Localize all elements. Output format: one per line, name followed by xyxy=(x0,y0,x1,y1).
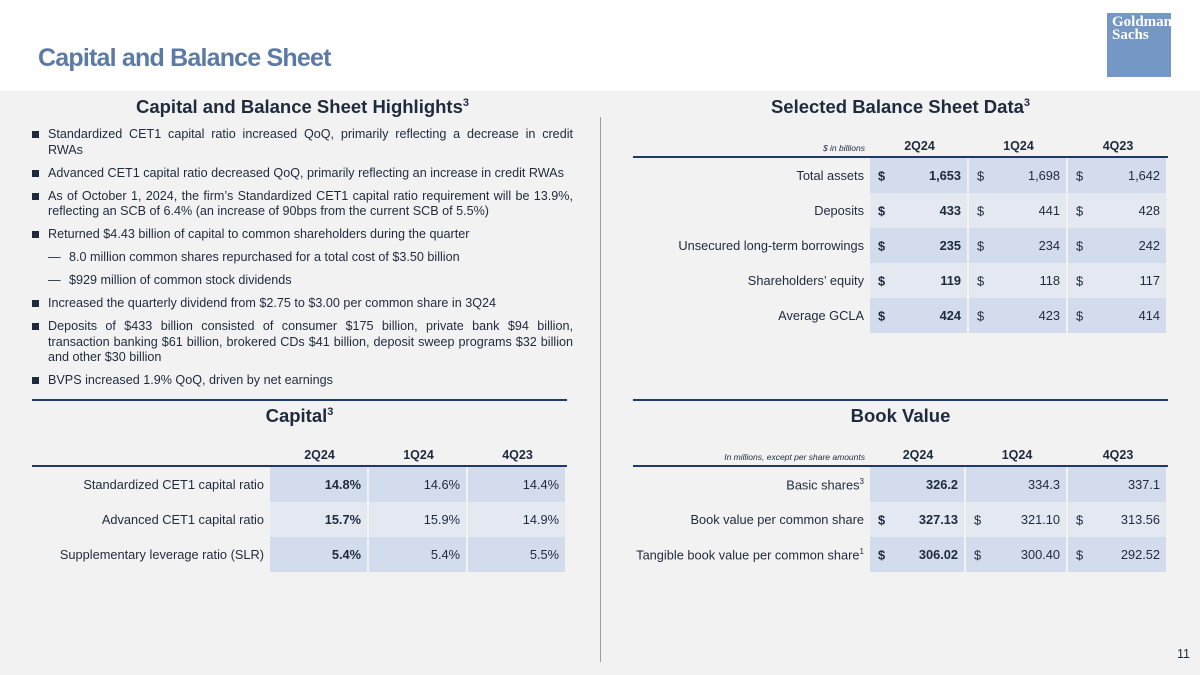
value-text: 1,642 xyxy=(1127,168,1160,183)
currency-symbol: $ xyxy=(878,203,886,218)
column-header: 2Q24 xyxy=(870,136,969,158)
value-text: 292.52 xyxy=(1120,547,1160,562)
table-row xyxy=(633,537,1168,572)
column-header: 1Q24 xyxy=(966,445,1068,467)
value-cell xyxy=(966,537,1068,572)
row-label xyxy=(633,158,870,193)
value-text: 14.4% xyxy=(522,477,559,492)
footnote-marker: 3 xyxy=(859,476,864,486)
value-cell xyxy=(969,193,1068,228)
value-cell xyxy=(1068,298,1168,333)
row-label xyxy=(633,228,870,263)
currency-symbol: $ xyxy=(1076,238,1084,253)
value-text: 234 xyxy=(1038,238,1060,253)
value-cell xyxy=(468,537,567,572)
value-text: 326.2 xyxy=(925,477,958,492)
value-text: 433 xyxy=(939,203,961,218)
column-header: 2Q24 xyxy=(270,445,369,467)
value-cell xyxy=(369,467,468,502)
highlight-bullet: Returned $4.43 billion of capital to common shareholders during the quarter xyxy=(32,227,573,243)
value-text: 321.10 xyxy=(1020,512,1060,527)
column-header: 4Q23 xyxy=(1068,136,1168,158)
value-cell xyxy=(870,193,969,228)
value-text: 242 xyxy=(1138,238,1160,253)
currency-symbol: $ xyxy=(977,203,985,218)
value-cell xyxy=(1068,467,1168,502)
table-row xyxy=(633,158,1168,193)
row-label xyxy=(633,467,870,502)
currency-symbol: $ xyxy=(1076,512,1084,527)
table-row xyxy=(633,298,1168,333)
row-label xyxy=(633,537,870,572)
value-text: 14.9% xyxy=(522,512,559,527)
value-text: 15.7% xyxy=(324,512,361,527)
value-cell xyxy=(966,502,1068,537)
value-text: 327.13 xyxy=(918,512,958,527)
value-text: 424 xyxy=(939,308,961,323)
row-label-text: Shareholders’ equity xyxy=(747,273,864,288)
value-cell xyxy=(369,537,468,572)
value-text: 14.8% xyxy=(324,477,361,492)
column-header: 4Q23 xyxy=(1068,445,1168,467)
highlight-subitem: — $929 million of common stock dividends xyxy=(32,273,573,289)
row-label-text: Total assets xyxy=(796,168,864,183)
value-text: 5.4% xyxy=(430,547,460,562)
table-row xyxy=(633,467,1168,502)
value-text: 300.40 xyxy=(1020,547,1060,562)
currency-symbol: $ xyxy=(977,238,985,253)
column-header: 1Q24 xyxy=(369,445,468,467)
value-cell xyxy=(969,298,1068,333)
highlight-bullet: Increased the quarterly dividend from $2.75 to $3.00 per common share in 3Q24 xyxy=(32,296,573,312)
value-cell xyxy=(1068,158,1168,193)
value-text: 235 xyxy=(939,238,961,253)
highlight-bullet: Advanced CET1 capital ratio decreased QoQ, primarily reflecting an increase in credit RWAs xyxy=(32,166,573,182)
currency-symbol: $ xyxy=(878,308,886,323)
value-cell xyxy=(969,158,1068,193)
logo-line-2: Sachs xyxy=(1112,27,1149,43)
currency-symbol: $ xyxy=(974,547,982,562)
book-value-title: Book Value xyxy=(850,405,951,426)
value-text: 1,653 xyxy=(928,168,961,183)
highlights-title: Capital and Balance Sheet Highlights$^3$ xyxy=(135,96,470,117)
value-cell xyxy=(270,537,369,572)
balance-sheet-title: Selected Balance Sheet Data$^3$ xyxy=(770,96,1031,117)
value-text: 5.5% xyxy=(529,547,559,562)
table-row xyxy=(633,502,1168,537)
footnote-marker: 1 xyxy=(859,546,864,556)
value-cell xyxy=(468,502,567,537)
currency-symbol: $ xyxy=(1076,203,1084,218)
value-text: 5.4% xyxy=(331,547,361,562)
goldman-sachs-logo xyxy=(1107,13,1171,77)
currency-symbol: $ xyxy=(1076,273,1084,288)
table-row xyxy=(32,502,567,537)
value-cell xyxy=(969,228,1068,263)
value-cell xyxy=(870,263,969,298)
logo-line-1: Goldman xyxy=(1112,14,1173,30)
row-label-text: Book value per common share xyxy=(690,512,864,527)
balance-sheet-table xyxy=(633,136,1168,333)
value-text: 423 xyxy=(1038,308,1060,323)
book-value-top-rule xyxy=(633,399,1168,401)
value-cell xyxy=(870,228,969,263)
column-header: 4Q23 xyxy=(468,445,567,467)
row-label xyxy=(633,263,870,298)
currency-symbol: $ xyxy=(1076,547,1084,562)
row-label xyxy=(32,502,270,537)
highlights-list xyxy=(32,127,573,396)
unit-label-header: $ in billions xyxy=(633,136,870,158)
value-text: 15.9% xyxy=(423,512,460,527)
value-cell xyxy=(870,502,966,537)
row-label-text: Basic shares xyxy=(786,477,860,493)
unit-label-header: In millions, except per share amounts xyxy=(633,445,870,467)
value-text: 1,698 xyxy=(1027,168,1060,183)
row-label-text: Standardized CET1 capital ratio xyxy=(83,477,264,492)
row-label xyxy=(32,537,270,572)
highlight-bullet: Standardized CET1 capital ratio increased QoQ, primarily reflecting a decrease in credit RWAs xyxy=(32,127,573,158)
unit-label-header xyxy=(32,445,270,467)
currency-symbol: $ xyxy=(977,308,985,323)
value-text: 313.56 xyxy=(1120,512,1160,527)
table-row xyxy=(633,193,1168,228)
value-text: 337.1 xyxy=(1127,477,1160,492)
value-text: 118 xyxy=(1039,273,1060,288)
value-cell xyxy=(870,298,969,333)
value-text: 334.3 xyxy=(1027,477,1060,492)
page-title: Capital and Balance Sheet xyxy=(38,44,331,72)
row-label xyxy=(633,502,870,537)
table-row xyxy=(633,263,1168,298)
row-label-text: Tangible book value per common share xyxy=(636,547,860,563)
column-header: 1Q24 xyxy=(969,136,1068,158)
row-label-text: Supplementary leverage ratio (SLR) xyxy=(59,547,264,562)
value-cell xyxy=(468,467,567,502)
value-text: 414 xyxy=(1138,308,1160,323)
currency-symbol: $ xyxy=(878,273,886,288)
vertical-divider xyxy=(600,117,601,662)
currency-symbol: $ xyxy=(977,273,985,288)
value-cell xyxy=(1068,228,1168,263)
currency-symbol: $ xyxy=(878,168,886,183)
table-row xyxy=(633,228,1168,263)
currency-symbol: $ xyxy=(1076,308,1084,323)
currency-symbol: $ xyxy=(977,168,985,183)
highlight-bullet: Deposits of $433 billion consisted of consumer $175 billion, private bank $94 billion, transaction banking $61 billion, brokered CDs $41 billion, deposit sweep programs $32 billion and other $30 billion xyxy=(32,319,573,366)
capital-table xyxy=(32,445,567,572)
highlight-bullet: BVPS increased 1.9% QoQ, driven by net earnings xyxy=(32,373,573,389)
value-cell xyxy=(969,263,1068,298)
value-cell xyxy=(870,537,966,572)
value-cell xyxy=(1068,193,1168,228)
currency-symbol: $ xyxy=(878,238,886,253)
value-text: 306.02 xyxy=(918,547,958,562)
value-cell xyxy=(1068,537,1168,572)
value-cell xyxy=(270,502,369,537)
highlight-subitem: — 8.0 million common shares repurchased for a total cost of $3.50 billion xyxy=(32,250,573,266)
value-cell xyxy=(870,467,966,502)
row-label xyxy=(32,467,270,502)
row-label-text: Advanced CET1 capital ratio xyxy=(101,512,264,527)
table-row xyxy=(32,467,567,502)
value-text: 119 xyxy=(940,273,961,288)
table-row xyxy=(32,537,567,572)
capital-title: Capital$^3$ xyxy=(265,405,334,426)
column-header: 2Q24 xyxy=(870,445,966,467)
currency-symbol: $ xyxy=(878,547,886,562)
value-cell xyxy=(270,467,369,502)
book-value-table xyxy=(633,445,1168,572)
row-label-text: Deposits xyxy=(814,203,864,218)
value-cell xyxy=(1068,263,1168,298)
currency-symbol: $ xyxy=(1076,168,1084,183)
capital-top-rule xyxy=(32,399,567,401)
value-cell xyxy=(1068,502,1168,537)
currency-symbol: $ xyxy=(878,512,886,527)
value-text: 117 xyxy=(1139,273,1160,288)
row-label-text: Unsecured long-term borrowings xyxy=(678,238,864,253)
currency-symbol: $ xyxy=(974,512,982,527)
value-cell xyxy=(870,158,969,193)
value-cell xyxy=(369,502,468,537)
row-label-text: Average GCLA xyxy=(778,308,864,323)
value-text: 14.6% xyxy=(423,477,460,492)
value-text: 428 xyxy=(1138,203,1160,218)
highlight-bullet: As of October 1, 2024, the firm’s Standardized CET1 capital ratio requirement will be 13.9%, reflecting an SCB of 6.4% (an increase of 90bps from the current SCB of 5.5%) xyxy=(32,189,573,220)
row-label xyxy=(633,298,870,333)
page-number: 11 xyxy=(1177,647,1190,661)
value-cell xyxy=(966,467,1068,502)
value-text: 441 xyxy=(1038,203,1060,218)
row-label xyxy=(633,193,870,228)
